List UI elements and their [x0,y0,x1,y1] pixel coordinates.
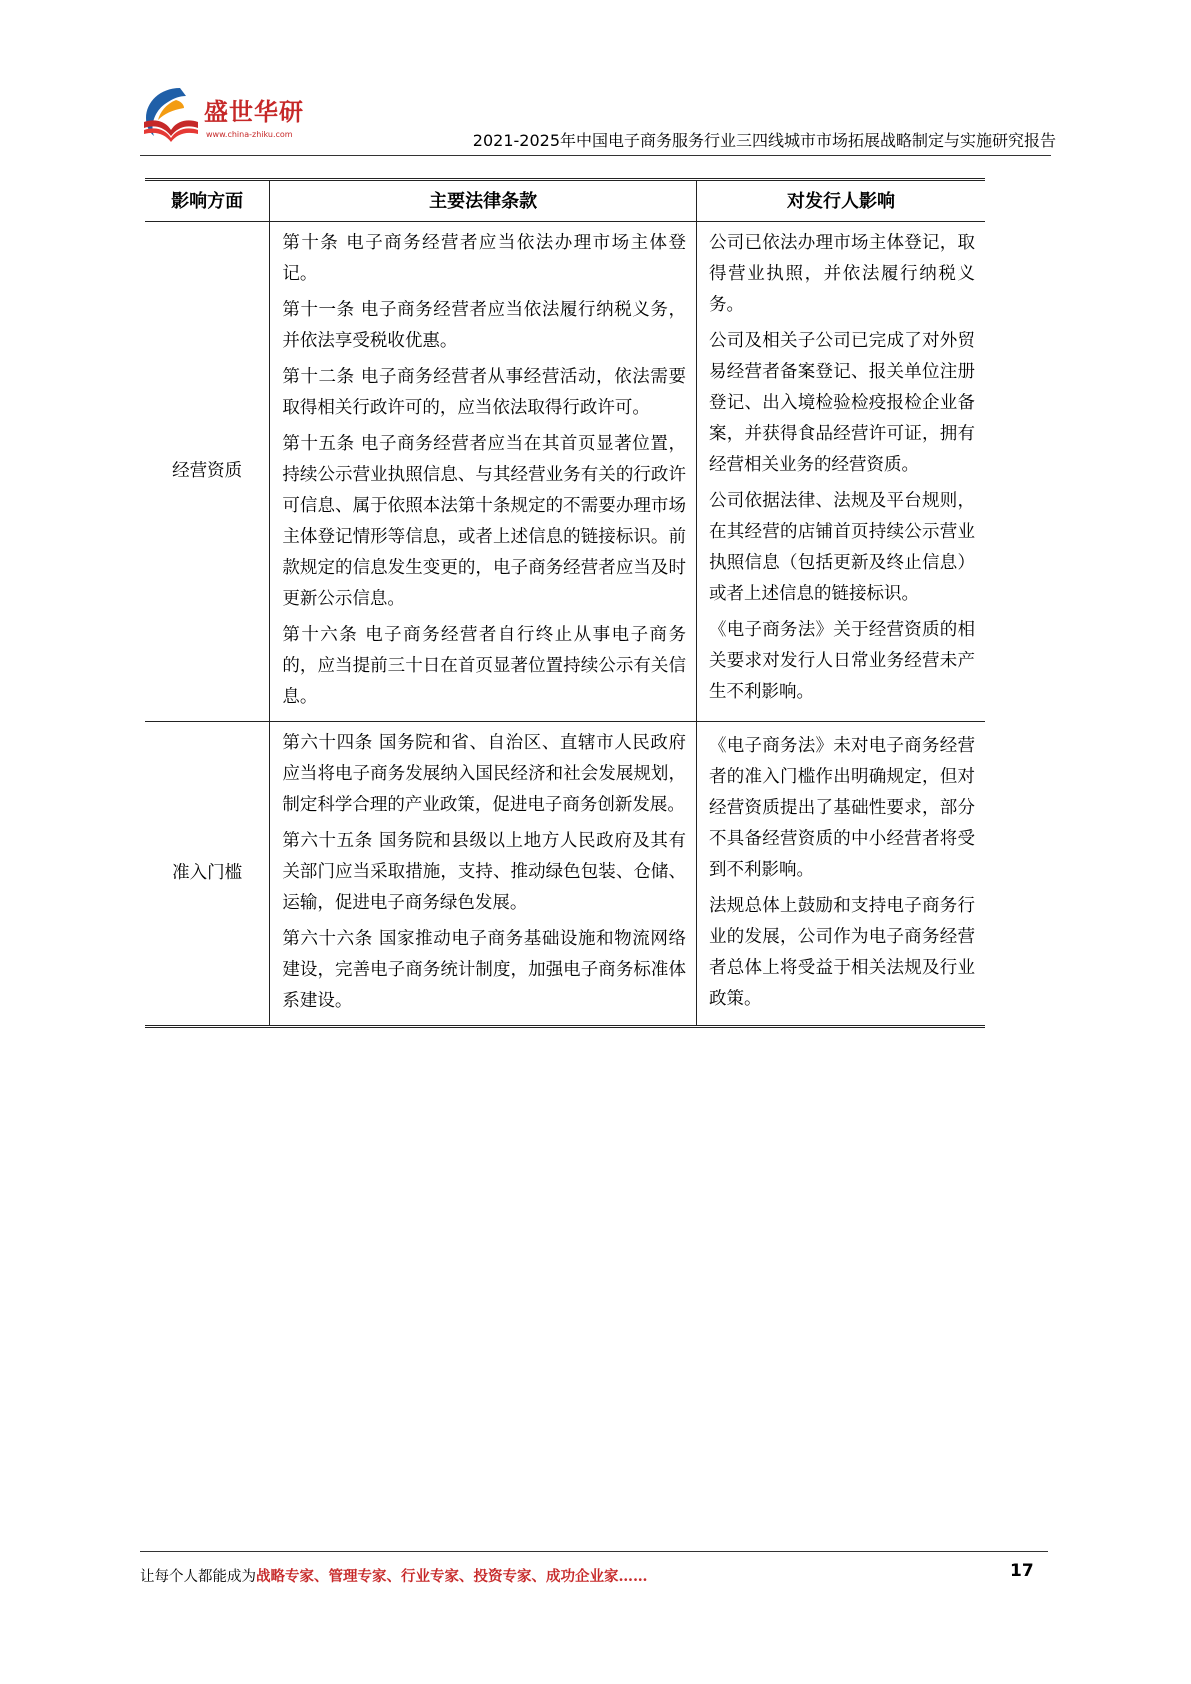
clause-text: 第十条 电子商务经营者应当依法办理市场主体登记。 [282,233,686,284]
impact-text: 公司及相关子公司已完成了对外贸易经营者备案登记、报关单位注册登记、出入境检验检疫报检企业备案，并获得食品经营许可证，拥有经营相关业务的经营资质。 [708,331,975,475]
clause-text: 第十五条 电子商务经营者应当在其首页显著位置，持续公示营业执照信息、与其经营业务有关的行政许可信息、属于依照本法第十条规定的不需要办理市场主体登记情形等信息，或者上述信息的链接标识。前款规定的信息发生变更的，电子商务经营者应当及时更新公示信息。 [282,434,686,609]
aspect-cell: 经营资质 [145,222,270,722]
slogan-highlight: 战略专家、管理专家、行业专家、投资专家、成功企业家…… [256,1568,648,1585]
impact-text: 《电子商务法》未对电子商务经营者的准入门槛作出明确规定，但对经营资质提出了基础性要求，部分不具备经营资质的中小经营者将受到不利影响。 [708,735,975,880]
clause-text: 第十六条 电子商务经营者自行终止从事电子商务的，应当提前三十日在首页显著位置持续公示有关信息。 [282,625,686,707]
table-row [145,722,985,1027]
clause-text: 第十二条 电子商务经营者从事经营活动，依法需要取得相关行政许可的，应当依法取得行政许可。 [282,367,686,418]
impact-cell [696,722,985,1027]
impact-text: 公司依据法律、法规及平台规则，在其经营的店铺首页持续公示营业执照信息（包括更新及终止信息）或者上述信息的链接标识。 [708,491,975,604]
header-impact: 对发行人影响 [696,180,985,222]
impact-text: 公司已依法办理市场主体登记，取得营业执照，并依法履行纳税义务。 [708,233,975,315]
footer-slogan [140,1565,648,1586]
clause-text: 第六十五条 国务院和县级以上地方人民政府及其有关部门应当采取措施，支持、推动绿色包装、仓储、运输，促进电子商务绿色发展。 [282,831,686,913]
table-row [145,222,985,722]
report-title: 2021-2025年中国电子商务服务行业三四线城市市场拓展战略制定与实施研究报告 [472,131,1056,150]
footer-divider [140,1551,1048,1552]
impact-text: 《电子商务法》关于经营资质的相关要求对发行人日常业务经营未产生不利影响。 [708,620,975,702]
regulation-impact-table [145,178,985,1028]
slogan-prefix: 让每个人都能成为 [140,1569,256,1585]
clauses-cell [270,222,697,722]
logo-url: www.china-zhiku.com [206,130,293,139]
clause-text: 第十一条 电子商务经营者应当依法履行纳税义务，并依法享受税收优惠。 [282,300,686,351]
clauses-cell [270,722,697,1027]
header-clauses: 主要法律条款 [270,180,697,222]
header-divider [140,155,1051,156]
impact-text: 法规总体上鼓励和支持电子商务行业的发展，公司作为电子商务经营者总体上将受益于相关法规及行业政策。 [708,895,975,1009]
page-number: 17 [1010,1561,1034,1581]
header-aspect: 影响方面 [145,180,270,222]
company-logo [140,86,320,146]
table-header-row [145,180,985,222]
aspect-cell: 准入门槛 [145,722,270,1027]
logo-name: 盛世华研 [204,98,304,126]
impact-cell [696,222,985,722]
clause-text: 第六十四条 国务院和省、自治区、直辖市人民政府应当将电子商务发展纳入国民经济和社会发展规划，制定科学合理的产业政策，促进电子商务创新发展。 [282,733,686,815]
clause-text: 第六十六条 国家推动电子商务基础设施和物流网络建设，完善电子商务统计制度，加强电子商务标准体系建设。 [282,929,686,1011]
book-logo-icon [140,86,202,144]
